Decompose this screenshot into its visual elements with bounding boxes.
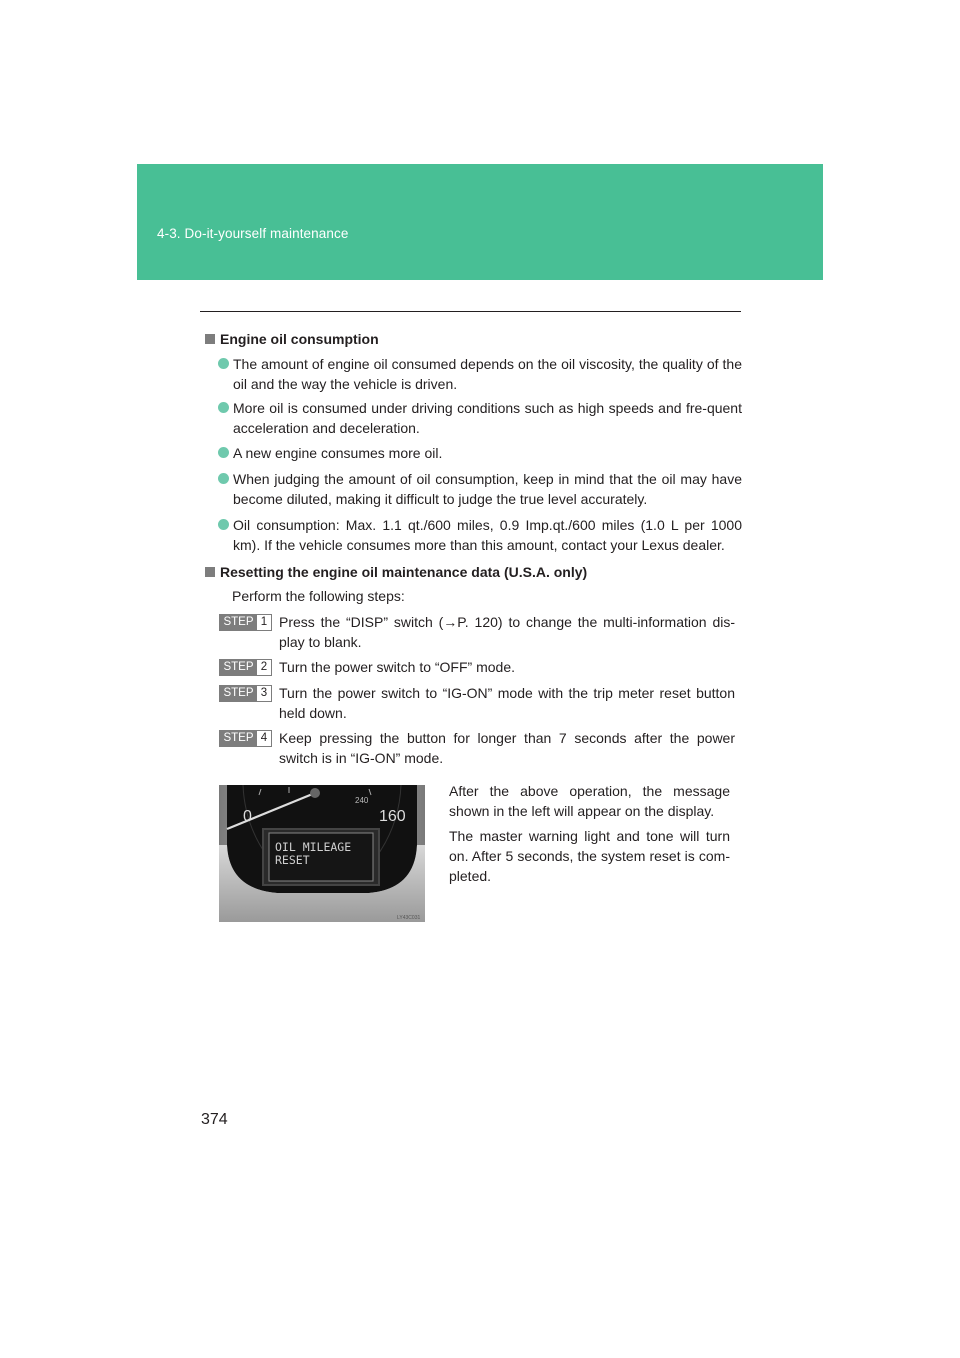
section-title: 4-3. Do-it-yourself maintenance bbox=[157, 226, 349, 241]
page-number: 374 bbox=[201, 1111, 228, 1128]
display-line-1: OIL MILEAGE bbox=[275, 840, 352, 854]
warning-light-text: The master warning light and tone will turn on. After 5 seconds, the system reset is com-pleted. bbox=[449, 828, 730, 884]
step-number: 1 bbox=[260, 616, 268, 628]
step-badge bbox=[219, 659, 272, 676]
bullet-text: When judging the amount of oil consumption, keep in mind that the oil may have become diluted, making it difficult to judge the true level accurately. bbox=[233, 471, 742, 507]
bullet-text: More oil is consumed under driving conditions such as high speeds and fre-quent acceleration and deceleration. bbox=[233, 400, 742, 436]
step-label: STEP bbox=[220, 660, 257, 675]
top-rule bbox=[200, 311, 741, 312]
instrument-cluster-figure bbox=[219, 785, 425, 922]
step-number: 3 bbox=[260, 687, 268, 699]
step-text: Press the “DISP” switch (→P. 120) to change the multi-information dis-play to blank. bbox=[279, 614, 735, 650]
step-text: Turn the power switch to “IG-ON” mode with the trip meter reset button held down. bbox=[279, 685, 735, 721]
step-label: STEP bbox=[220, 615, 257, 630]
heading-text: Resetting the engine oil maintenance data (U.S.A. only) bbox=[220, 564, 588, 580]
step-badge bbox=[219, 614, 272, 631]
step-number: 4 bbox=[260, 732, 268, 744]
instrument-cluster-illustration bbox=[219, 785, 425, 922]
bullet-item bbox=[218, 515, 742, 555]
bullet-dot-icon bbox=[218, 447, 229, 458]
bullet-item bbox=[218, 398, 742, 438]
gauge-label-160: 160 bbox=[379, 808, 406, 825]
bullet-text: A new engine consumes more oil. bbox=[233, 445, 443, 461]
steps-intro: Perform the following steps: bbox=[232, 588, 405, 604]
display-line-2: RESET bbox=[275, 853, 310, 867]
gauge-label-240: 240 bbox=[355, 796, 369, 805]
heading-reset-maintenance bbox=[205, 563, 587, 581]
step-number: 2 bbox=[260, 661, 268, 673]
bullet-dot-icon bbox=[218, 519, 229, 530]
gauge-label-0: 0 bbox=[243, 808, 252, 825]
bullet-text: The amount of engine oil consumed depends on the oil viscosity, the quality of the oil and the way the vehicle is driven. bbox=[233, 356, 742, 392]
heading-oil-consumption bbox=[205, 330, 379, 348]
bullet-dot-icon bbox=[218, 358, 229, 369]
bullet-item bbox=[218, 469, 742, 509]
square-bullet-icon bbox=[205, 334, 215, 344]
square-bullet-icon bbox=[205, 567, 215, 577]
bullet-item bbox=[218, 354, 742, 394]
after-operation-text: After the above operation, the message shown in the left will appear on the display. bbox=[449, 783, 730, 819]
step-text: Turn the power switch to “OFF” mode. bbox=[279, 659, 515, 675]
figure-code: LY43C031 bbox=[397, 915, 421, 921]
bullet-dot-icon bbox=[218, 402, 229, 413]
bullet-text: Oil consumption: Max. 1.1 qt./600 miles, 0.9 Imp.qt./600 miles (1.0 L per 1000 km). If the vehicle consumes more than this amount, contact your Lexus dealer. bbox=[233, 517, 742, 553]
step-label: STEP bbox=[220, 731, 257, 746]
step-label: STEP bbox=[220, 686, 257, 701]
step-badge bbox=[219, 685, 272, 702]
step-text: Keep pressing the button for longer than 7 seconds after the power switch is in “IG-ON” mode. bbox=[279, 730, 735, 766]
header-band bbox=[137, 164, 823, 280]
bullet-item bbox=[218, 443, 742, 463]
step-badge bbox=[219, 730, 272, 747]
heading-text: Engine oil consumption bbox=[220, 331, 379, 347]
bullet-dot-icon bbox=[218, 473, 229, 484]
